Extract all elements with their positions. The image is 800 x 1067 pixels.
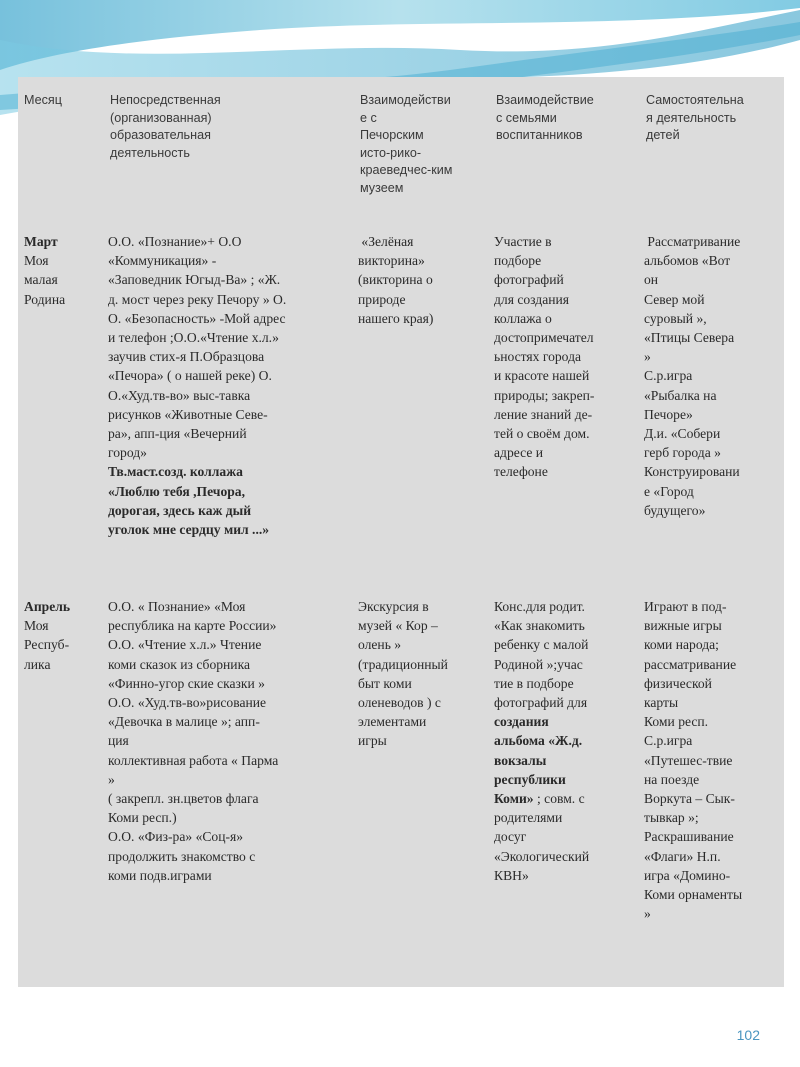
- museum-cell: «Зелёная викторина» (викторина о природе нашего края): [358, 234, 434, 326]
- header-month: Месяц: [24, 93, 62, 107]
- direct-activity-cell: О.О. « Познание» «Моя республика на карте России» О.О. «Чтение х.л.» Чтение коми сказок из сборника «Финно-угор ские сказки » О.О. «Худ.тв-во»рисование «Девочка в малице »; апп- ция коллективная работа « Парма » ( закрепл. зн.цветов флага Коми респ.) О.О. «Физ-ра» «Соц-я» продолжить знакомство с коми подв.играми: [108, 599, 279, 883]
- schedule-table: [18, 77, 784, 987]
- month-theme: Моя малая Родина: [24, 253, 66, 307]
- families-outro: ; совм. с родителями досуг «Экологический КВН»: [494, 791, 590, 883]
- direct-activity-text: О.О. «Познание»+ О.О «Коммуникация» - «Заповедник Югыд-Ва» ; «Ж. д. мост через реку Печору » О. О. «Безопасность» -Мой адрес и телефон ;О.О.«Чтение х.л.» заучив стих-я П.Образцова «Печора» ( о нашей реке) О. О.«Худ.тв-во» выс-тавка рисунков «Животные Севе- ра», апп-ция «Вечерний город»: [108, 234, 287, 461]
- independent-cell: Рассматривание альбомов «Вот он Север мой суровый », «Птицы Севера » С.р.игра «Рыбалка на Печоре» Д.и. «Собери герб города » Конструировани е «Город будущего»: [644, 234, 741, 518]
- direct-activity-cell: [108, 232, 348, 539]
- month-name: Март: [24, 234, 58, 249]
- header-direct-activity: Непосредственная (организованная) образовательная деятельность: [110, 93, 221, 160]
- month-name: Апрель: [24, 599, 71, 614]
- direct-activity-bold: Тв.маст.созд. коллажа «Люблю тебя ,Печора, дорогая, здесь каж дый уголок мне сердцу мил ...»: [108, 464, 270, 538]
- header-independent: Самостоятельна я деятельность детей: [646, 93, 744, 143]
- families-bold: создания альбома «Ж.д. вокзалы республики Коми»: [494, 714, 583, 807]
- families-intro: Конс.для родит. «Как знакомить ребенку с малой Родиной »;учас тие в подборе фотографий для: [494, 599, 589, 711]
- families-cell: Участие в подборе фотографий для создания коллажа о достопримечател ьностях города и красоте нашей природы; закреп- ление знаний де- тей о своём дом. адресе и телефоне: [494, 234, 595, 480]
- families-cell: [494, 597, 640, 885]
- museum-cell: Экскурсия в музей « Кор – олень » (традиционный быт коми оленеводов ) с элементами игры: [358, 599, 448, 749]
- month-cell: [24, 232, 106, 309]
- month-theme: Моя Респуб- лика: [24, 618, 70, 672]
- month-cell: [24, 597, 106, 674]
- independent-cell: Играют в под- вижные игры коми народа; рассматривание физической карты Коми респ. С.р.игра «Путешес-твие на поезде Воркута – Сык- тывкар »; Раскрашивание «Флаги» Н.п. игра «Домино- Коми орнаменты »: [644, 599, 743, 922]
- page-number: 102: [736, 1027, 760, 1043]
- header-museum: Взаимодействи е с Печорским исто-рико- краеведчес-ким музеем: [360, 93, 453, 195]
- header-families: Взаимодействие с семьями воспитанников: [496, 93, 594, 143]
